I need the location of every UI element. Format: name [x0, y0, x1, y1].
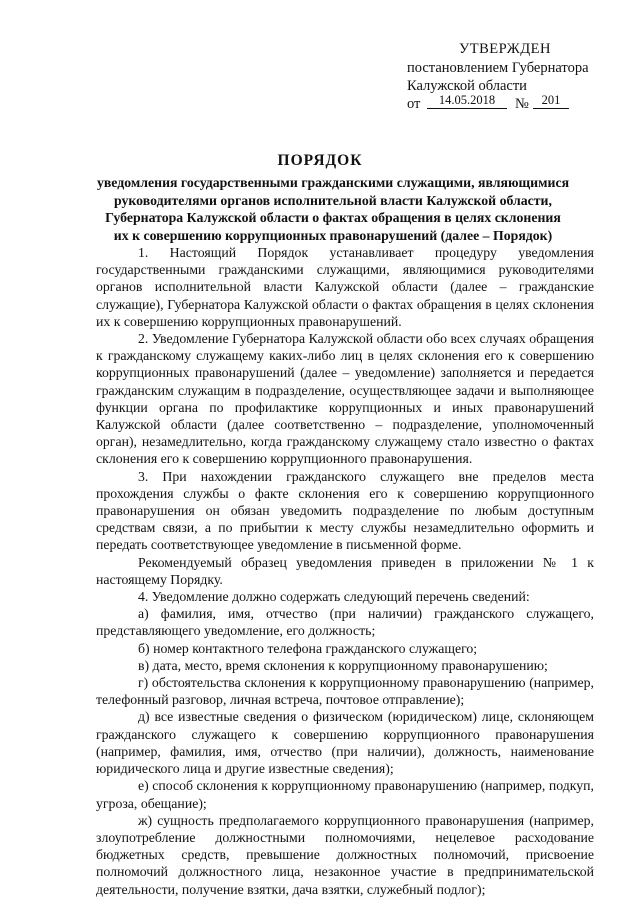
subtitle-line: уведомления государственными гражданскими служащими, являющимися	[96, 175, 570, 190]
subtitle-line: руководителями органов исполнительной власти Калужской области,	[114, 192, 552, 208]
approval-heading: УТВЕРЖДЕН	[459, 41, 551, 57]
paragraph: 2. Уведомление Губернатора Калужской области обо всех случаях обращения к гражданскому служащему каких-либо лиц в целях склонения его к совершению коррупционных правонарушений (далее – уведомление) заполняется и передается гражданским служащим в подразделение, осуществляющее задачи и выполняющее функции органа по профилактике коррупционных и иных правонарушений Калужской области (далее соответственно – подразделение, уполномоченный орган), незамедлительно, когда гражданскому служащему стало известно о фактах склонения его к совершению коррупционного правонарушения.	[96, 331, 594, 467]
approval-stamp	[407, 40, 607, 115]
list-item: в) дата, место, время склонения к коррупционному правонарушению;	[138, 657, 548, 673]
list-item: а) фамилия, имя, отчество (при наличии) гражданского служащего, представляющего уведомление, его должность;	[96, 606, 594, 639]
document-title: ПОРЯДОК	[277, 152, 363, 169]
document-body	[96, 244, 594, 898]
approval-line-2: Калужской области	[407, 78, 527, 94]
approval-number: 201	[533, 91, 569, 109]
paragraph: 1. Настоящий Порядок устанавливает процедуру уведомления государственными гражданскими служащими, являющимися руководителями органов исполнительной власти Калужской области (далее – гражданские служащие), Губернатора Калужской области о фактах обращения в целях склонения их к совершению коррупционных правонарушений.	[96, 245, 594, 329]
from-label: от	[407, 96, 421, 112]
paragraph: 4. Уведомление должно содержать следующий перечень сведений:	[138, 589, 530, 605]
list-item: г) обстоятельства склонения к коррупционному правонарушению (например, телефонный разговор, личная встреча, почтовое отправление);	[96, 675, 594, 708]
approval-date: 14.05.2018	[427, 91, 507, 109]
list-item: е) способ склонения к коррупционному правонарушению (например, подкуп, угроза, обещание);	[96, 778, 594, 811]
paragraph: 3. При нахождении гражданского служащего вне пределов места прохождения службы о факте склонения его к совершению коррупционного правонарушения он обязан уведомить подразделение по любым доступным средствам связи, а по прибытии к месту службы незамедлительно оформить и передать соответствующее уведомление в письменной форме.	[96, 468, 594, 553]
list-item: б) номер контактного телефона гражданского служащего;	[138, 640, 478, 656]
list-item: ж) сущность предполагаемого коррупционного правонарушения (например, злоупотребление должностными полномочиями, нецелевое расходование бюджетных средств, превышение должностных полномочий, присвоение полномочий должностного лица, незаконное участие в предпринимательской деятельности, получение взятки, дача взятки, служебный подлог);	[96, 812, 594, 897]
subtitle-line: их к совершению коррупционных правонарушений (далее – Порядок)	[113, 227, 553, 243]
subtitle-line: Губернатора Калужской области о фактах обращения в целях склонения	[105, 210, 561, 225]
document-subtitle	[96, 174, 570, 244]
paragraph: Рекомендуемый образец уведомления приведен в приложении № 1 к настоящему Порядку.	[96, 554, 594, 587]
number-label: №	[515, 96, 529, 112]
approval-date-number	[407, 95, 607, 115]
list-item: д) все известные сведения о физическом (юридическом) лице, склоняющем гражданского служащего к совершению коррупционного правонарушения (например, фамилия, имя, отчество (при наличии), должность, наименование юридического лица и другие известные сведения);	[96, 709, 594, 777]
approval-line-1: постановлением Губернатора	[407, 60, 589, 76]
